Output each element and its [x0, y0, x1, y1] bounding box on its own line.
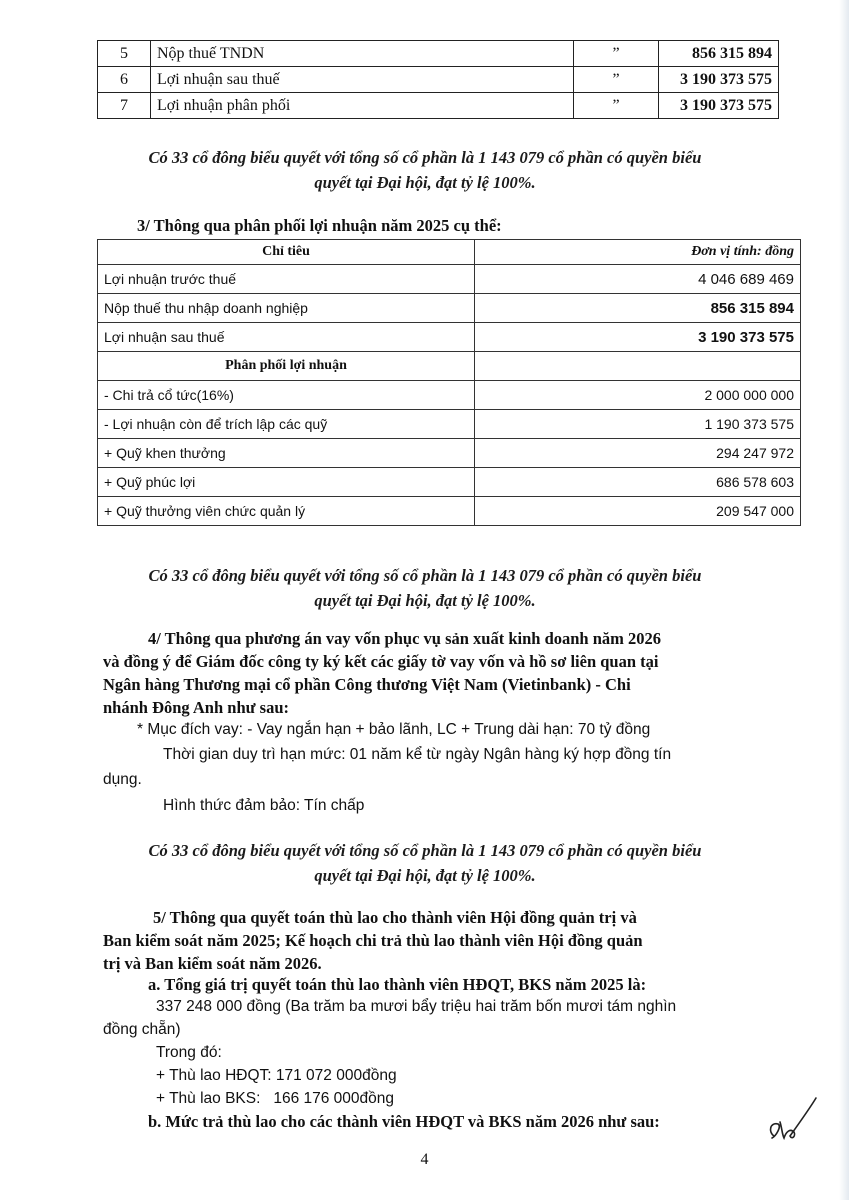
row-unit: ”: [574, 67, 659, 93]
vote-text: Có 33 cổ đông biểu quyết với tổng số cổ phần là 1 143 079 cổ phần có quyền biểu: [148, 566, 702, 585]
vote-result: [60, 563, 790, 613]
row-label: Lợi nhuận sau thuế: [98, 323, 475, 352]
row-unit: ”: [574, 41, 659, 67]
vote-text: quyết tại Đại hội, đạt tỷ lệ 100%.: [314, 173, 536, 192]
signature-initial-icon: [760, 1092, 820, 1152]
table-row: [98, 265, 801, 294]
table-row: [98, 323, 801, 352]
row-label: Nộp thuế TNDN: [151, 41, 574, 67]
table-row: [98, 67, 779, 93]
vote-text: Có 33 cổ đông biểu quyết với tổng số cổ phần là 1 143 079 cổ phần có quyền biểu: [148, 841, 702, 860]
vote-text: quyết tại Đại hội, đạt tỷ lệ 100%.: [314, 591, 536, 610]
loan-purpose: * Mục đích vay: - Vay ngắn hạn + bảo lãnh, LC + Trung dài hạn: 70 tỷ đồng: [137, 721, 651, 738]
scan-edge: [839, 0, 849, 1200]
section-3-title: 3/ Thông qua phân phối lợi nhuận năm 2025 cụ thể:: [137, 216, 502, 235]
section-5a-title: a. Tổng giá trị quyết toán thù lao thành viên HĐQT, BKS năm 2025 là:: [148, 975, 647, 994]
row-value: 856 315 894: [475, 294, 801, 323]
heading-line: trị và Ban kiểm soát năm 2026.: [103, 954, 322, 973]
row-value: 4 046 689 469: [475, 265, 801, 294]
bks-remuneration: + Thù lao BKS: 166 176 000đồng: [156, 1090, 395, 1107]
row-number: 5: [98, 41, 151, 67]
table-row: [98, 468, 801, 497]
row-label: Lợi nhuận phân phối: [151, 93, 574, 119]
row-value: 3 190 373 575: [475, 323, 801, 352]
vote-result: [60, 145, 790, 195]
row-unit: ”: [574, 93, 659, 119]
table-subheader-row: [98, 352, 801, 381]
table-row: [98, 294, 801, 323]
table-row: [98, 497, 801, 526]
row-label: - Chi trả cổ tức(16%): [98, 381, 475, 410]
header-unit: Đơn vị tính: đồng: [475, 240, 801, 265]
row-value: 294 247 972: [475, 439, 801, 468]
financial-results-table: [97, 40, 779, 119]
settlement-amount-cont: đồng chẵn): [103, 1021, 181, 1038]
table-row: [98, 93, 779, 119]
row-number: 7: [98, 93, 151, 119]
vote-result: [60, 838, 790, 888]
hdqt-remuneration: + Thù lao HĐQT: 171 072 000đồng: [156, 1067, 397, 1084]
row-label: Nộp thuế thu nhập doanh nghiệp: [98, 294, 475, 323]
row-value: 686 578 603: [475, 468, 801, 497]
header-label: Chỉ tiêu: [98, 240, 475, 265]
row-label: - Lợi nhuận còn để trích lập các quỹ: [98, 410, 475, 439]
heading-line: 5/ Thông qua quyết toán thù lao cho thành viên Hội đồng quản trị và: [153, 908, 637, 927]
heading-line: Ban kiểm soát năm 2025; Kế hoạch chi trả thù lao thành viên Hội đồng quản: [103, 931, 643, 950]
vote-text: Có 33 cổ đông biểu quyết với tổng số cổ phần là 1 143 079 cổ phần có quyền biểu: [148, 148, 702, 167]
table-row: [98, 381, 801, 410]
row-value: 209 547 000: [475, 497, 801, 526]
row-number: 6: [98, 67, 151, 93]
row-value: 1 190 373 575: [475, 410, 801, 439]
settlement-amount: 337 248 000 đồng (Ba trăm ba mươi bẩy triệu hai trăm bốn mươi tám nghìn: [156, 998, 677, 1015]
table-row: [98, 41, 779, 67]
profit-distribution-table: [97, 239, 801, 526]
loan-duration-cont: dụng.: [103, 771, 142, 788]
in-which-label: Trong đó:: [156, 1044, 222, 1061]
table-header-row: [98, 240, 801, 265]
row-value: 3 190 373 575: [659, 93, 779, 119]
heading-line: Ngân hàng Thương mại cổ phần Công thương Việt Nam (Vietinbank) - Chi: [103, 675, 631, 694]
row-value: 3 190 373 575: [659, 67, 779, 93]
loan-guarantee: Hình thức đảm bảo: Tín chấp: [163, 797, 365, 814]
row-label: + Quỹ thưởng viên chức quản lý: [98, 497, 475, 526]
heading-line: và đồng ý để Giám đốc công ty ký kết các giấy tờ vay vốn và hồ sơ liên quan tại: [103, 652, 659, 671]
row-label: + Quỹ phúc lợi: [98, 468, 475, 497]
heading-line: nhánh Đông Anh như sau:: [103, 698, 290, 717]
page-number: 4: [420, 1151, 429, 1168]
row-label: + Quỹ khen thưởng: [98, 439, 475, 468]
table-row: [98, 439, 801, 468]
section-4-heading: [103, 627, 798, 719]
section-5b-title: b. Mức trả thù lao cho các thành viên HĐQT và BKS năm 2026 như sau:: [148, 1112, 660, 1131]
subheader-label: Phân phối lợi nhuận: [98, 352, 475, 381]
table-row: [98, 410, 801, 439]
vote-text: quyết tại Đại hội, đạt tỷ lệ 100%.: [314, 866, 536, 885]
heading-line: 4/ Thông qua phương án vay vốn phục vụ sản xuất kinh doanh năm 2026: [148, 629, 662, 648]
row-value: 856 315 894: [659, 41, 779, 67]
loan-duration: Thời gian duy trì hạn mức: 01 năm kể từ ngày Ngân hàng ký hợp đồng tín: [163, 746, 672, 763]
section-5-heading: [103, 906, 798, 975]
row-value: 2 000 000 000: [475, 381, 801, 410]
row-label: Lợi nhuận sau thuế: [151, 67, 574, 93]
row-label: Lợi nhuận trước thuế: [98, 265, 475, 294]
